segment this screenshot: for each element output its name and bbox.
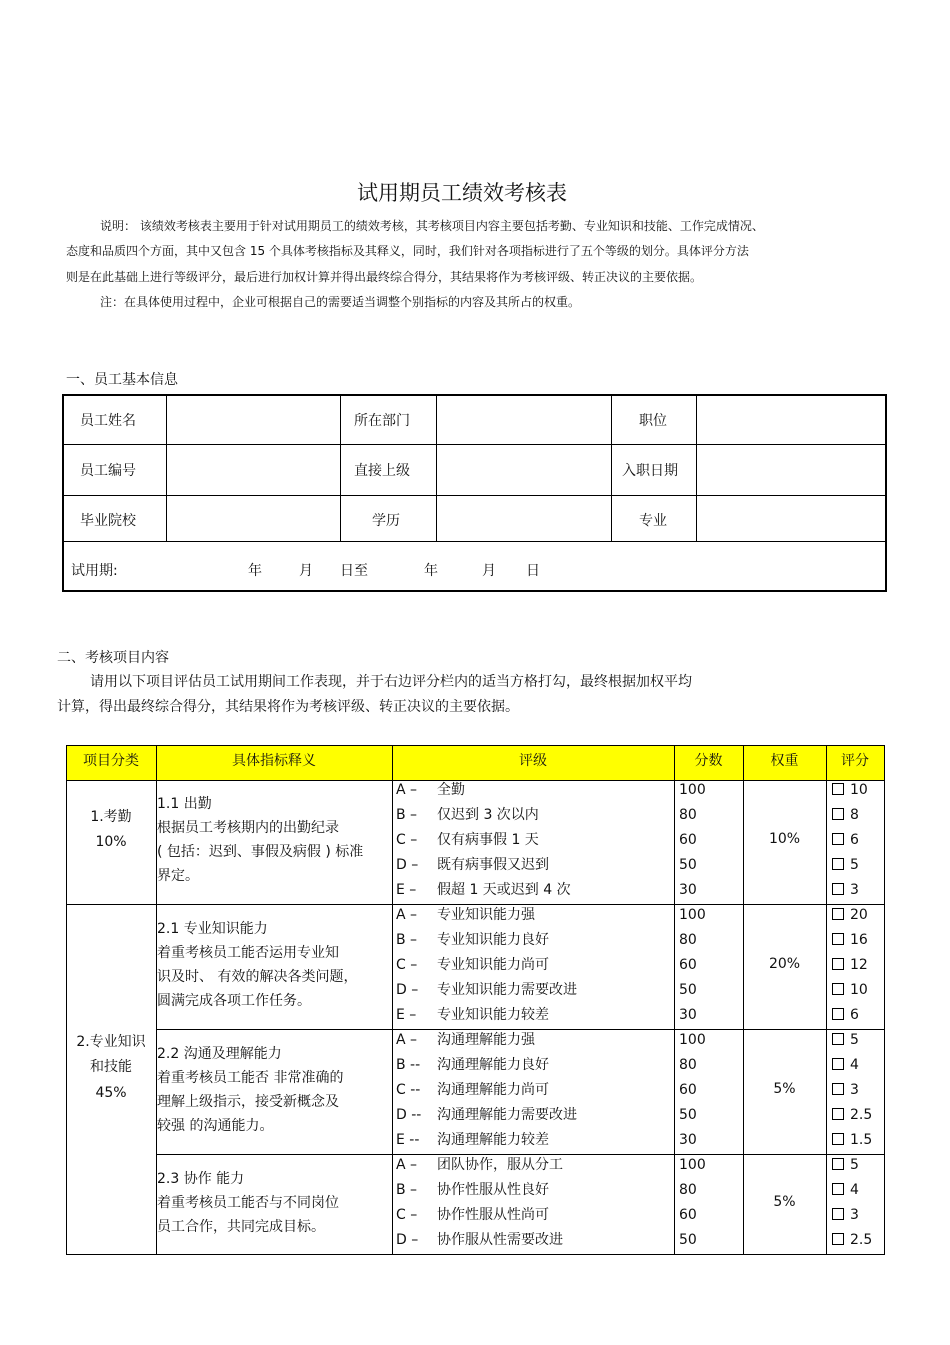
weight-value: 20% <box>768 956 801 972</box>
grade-letter: D -- <box>396 1107 422 1123</box>
indicator-desc-line: 着重考核员工能否 非常准确的 <box>157 1070 344 1086</box>
probation-month-1: 月 <box>299 563 313 579</box>
rating-value: 3 <box>850 882 859 898</box>
rating-value: 12 <box>850 957 868 973</box>
section-2-desc-1: 请用以下项目评估员工试用期间工作表现，并于右边评分栏内的适当方格打勾，最终根据加权平均 <box>90 674 692 690</box>
grade-text: 沟通理解能力尚可 <box>437 1082 549 1098</box>
probation-year-1: 年 <box>248 563 262 579</box>
rating-option[interactable] <box>832 978 868 1003</box>
grade-text: 既有病事假又迟到 <box>437 857 549 873</box>
category-skills-weight: 45% <box>95 1085 127 1101</box>
grade-text: 仅迟到 3 次以内 <box>437 807 539 823</box>
grade-letter: D – <box>396 857 419 873</box>
score-value: 60 <box>679 1207 697 1223</box>
indicator-desc-line: 根据员工考核期内的出勤纪录 <box>157 820 339 836</box>
rating-option[interactable] <box>832 1128 872 1153</box>
grade-text: 全勤 <box>437 782 465 798</box>
category-attendance-weight: 10% <box>95 834 127 850</box>
rating-checkbox[interactable] <box>832 933 844 945</box>
rating-option[interactable] <box>832 878 859 903</box>
rating-checkbox[interactable] <box>832 1033 844 1045</box>
rating-checkbox[interactable] <box>832 1008 844 1020</box>
rating-option[interactable] <box>832 1003 859 1028</box>
intro-line-2: 态度和品质四个方面，其中又包含 15 个具体考核指标及其释义，同时，我们针对各项指标进行了五个等级的划分。具体评分方法 <box>66 244 749 258</box>
rating-value: 20 <box>850 907 868 923</box>
assessment-table <box>66 745 885 1255</box>
score-value: 80 <box>679 932 697 948</box>
rating-checkbox[interactable] <box>832 883 844 895</box>
rating-value: 5 <box>850 1032 859 1048</box>
grade-text: 仅有病事假 1 天 <box>437 832 539 848</box>
probation-year-2: 年 <box>424 563 438 579</box>
rating-value: 2.5 <box>850 1107 873 1123</box>
weight-value: 5% <box>773 1081 796 1097</box>
rating-checkbox[interactable] <box>832 1058 844 1070</box>
indicator-desc-line: 识及时、 有效的解决各类问题， <box>157 969 358 985</box>
grade-text: 团队协作，服从分工 <box>437 1157 563 1173</box>
header-rating: 评分 <box>841 753 869 769</box>
rating-checkbox[interactable] <box>832 1183 844 1195</box>
rating-checkbox[interactable] <box>832 958 844 970</box>
grade-text: 专业知识能力良好 <box>437 932 549 948</box>
rating-option[interactable] <box>832 1228 872 1253</box>
rating-value: 3 <box>850 1082 859 1098</box>
score-value: 50 <box>679 1107 697 1123</box>
grade-letter: B – <box>396 807 418 823</box>
grade-text: 沟通理解能力较差 <box>437 1132 549 1148</box>
score-value: 80 <box>679 807 697 823</box>
indicator-desc-line: 圆满完成各项工作任务。 <box>157 993 311 1009</box>
grade-letter: A – <box>396 1032 418 1048</box>
employee-info-table <box>62 394 887 592</box>
rating-value: 10 <box>850 982 868 998</box>
rating-checkbox[interactable] <box>832 1208 844 1220</box>
grade-text: 协作服从性需要改进 <box>437 1232 563 1248</box>
label-school: 毕业院校 <box>80 513 136 529</box>
intro-line-3: 则是在此基础上进行等级评分，最后进行加权计算并得出最终综合得分，其结果将作为考核评级、转正决议的主要依据。 <box>66 270 703 284</box>
rating-value: 6 <box>850 832 859 848</box>
rating-value: 5 <box>850 857 859 873</box>
grade-letter: E – <box>396 1007 417 1023</box>
grade-text: 协作性服从性尚可 <box>437 1207 549 1223</box>
rating-checkbox[interactable] <box>832 1133 844 1145</box>
label-join-date: 入职日期 <box>622 463 678 479</box>
label-education: 学历 <box>372 513 400 529</box>
rating-checkbox[interactable] <box>832 1108 844 1120</box>
rating-checkbox[interactable] <box>832 1233 844 1245</box>
rating-option[interactable] <box>832 903 868 928</box>
score-value: 60 <box>679 1082 697 1098</box>
score-value: 100 <box>679 907 706 923</box>
grade-letter: C – <box>396 1207 418 1223</box>
grade-letter: D – <box>396 982 419 998</box>
category-skills-name-2: 和技能 <box>90 1059 132 1075</box>
intro-note: 注：在具体使用过程中，企业可根据自己的需要适当调整个别指标的内容及其所占的权重。 <box>100 295 581 309</box>
probation-day-2: 日 <box>526 563 540 579</box>
score-value: 50 <box>679 1232 697 1248</box>
rating-option[interactable] <box>832 853 859 878</box>
score-value: 100 <box>679 1032 706 1048</box>
rating-option[interactable] <box>832 928 868 953</box>
score-value: 50 <box>679 982 697 998</box>
rating-value: 6 <box>850 1007 859 1023</box>
header-score: 分数 <box>694 753 723 769</box>
header-category: 项目分类 <box>83 753 139 769</box>
header-grade: 评级 <box>519 753 547 769</box>
indicator-desc-line: 理解上级指示，接受新概念及 <box>157 1094 339 1110</box>
score-value: 60 <box>679 957 697 973</box>
rating-value: 16 <box>850 932 868 948</box>
score-value: 50 <box>679 857 697 873</box>
rating-option[interactable] <box>832 828 859 853</box>
grade-text: 假超 1 天或迟到 4 次 <box>437 882 571 898</box>
score-value: 100 <box>679 1157 706 1173</box>
grade-text: 专业知识能力较差 <box>437 1007 549 1023</box>
rating-checkbox[interactable] <box>832 1158 844 1170</box>
grade-letter: A – <box>396 782 418 798</box>
rating-option[interactable] <box>832 953 868 978</box>
indicator-desc-line: 员工合作，共同完成目标。 <box>157 1219 325 1235</box>
grade-letter: B -- <box>396 1057 421 1073</box>
rating-checkbox[interactable] <box>832 983 844 995</box>
weight-value: 10% <box>768 831 801 847</box>
rating-option[interactable] <box>832 1078 859 1103</box>
rating-option[interactable] <box>832 1203 859 1228</box>
rating-value: 2.5 <box>850 1232 873 1248</box>
section-1-heading: 一、员工基本信息 <box>66 372 178 388</box>
rating-value: 4 <box>850 1182 859 1198</box>
rating-option[interactable] <box>832 1153 859 1178</box>
rating-checkbox[interactable] <box>832 858 844 870</box>
rating-option[interactable] <box>832 1053 859 1078</box>
rating-checkbox[interactable] <box>832 833 844 845</box>
grade-letter: A – <box>396 907 418 923</box>
rating-value: 4 <box>850 1057 859 1073</box>
grade-text: 沟通理解能力良好 <box>437 1057 549 1073</box>
label-major: 专业 <box>639 513 667 529</box>
score-value: 100 <box>679 782 706 798</box>
rating-checkbox[interactable] <box>832 783 844 795</box>
rating-option[interactable] <box>832 1178 859 1203</box>
section-2-desc-2: 计算，得出最终综合得分，其结果将作为考核评级、转正决议的主要依据。 <box>57 699 519 715</box>
indicator-desc-line: ( 包括：迟到、事假及病假 ) 标准 <box>157 844 364 860</box>
grade-letter: B – <box>396 932 418 948</box>
grade-letter: E -- <box>396 1132 420 1148</box>
rating-option[interactable] <box>832 778 868 803</box>
grade-text: 专业知识能力强 <box>437 907 535 923</box>
grade-letter: C -- <box>396 1082 421 1098</box>
score-value: 30 <box>679 1132 697 1148</box>
score-value: 80 <box>679 1057 697 1073</box>
grade-text: 专业知识能力需要改进 <box>437 982 577 998</box>
label-supervisor: 直接上级 <box>354 463 410 479</box>
page-title: 试用期员工绩效考核表 <box>357 181 567 205</box>
grade-letter: C – <box>396 957 418 973</box>
header-indicator: 具体指标释义 <box>232 753 316 769</box>
rating-option[interactable] <box>832 1028 859 1053</box>
indicator-desc-line: 着重考核员工能否运用专业知 <box>157 945 339 961</box>
category-attendance-name: 1.考勤 <box>90 809 132 825</box>
grade-text: 专业知识能力尚可 <box>437 957 549 973</box>
rating-value: 8 <box>850 807 859 823</box>
weight-value: 5% <box>773 1194 796 1210</box>
grade-text: 沟通理解能力强 <box>437 1032 535 1048</box>
indicator-desc-line: 界定。 <box>157 868 199 884</box>
indicator-desc-line: 着重考核员工能否与不同岗位 <box>157 1195 339 1211</box>
score-value: 60 <box>679 832 697 848</box>
score-value: 80 <box>679 1182 697 1198</box>
rating-checkbox[interactable] <box>832 808 844 820</box>
grade-letter: D – <box>396 1232 419 1248</box>
label-position: 职位 <box>639 413 667 429</box>
probation-day-to: 日至 <box>340 563 368 579</box>
category-skills-name-1: 2.专业知识 <box>76 1034 146 1050</box>
grade-letter: A – <box>396 1157 418 1173</box>
label-employee-id: 员工编号 <box>80 463 136 479</box>
score-value: 30 <box>679 1007 697 1023</box>
label-probation: 试用期: <box>71 563 118 579</box>
probation-month-2: 月 <box>482 563 496 579</box>
grade-letter: B – <box>396 1182 418 1198</box>
rating-value: 5 <box>850 1157 859 1173</box>
label-employee-name: 员工姓名 <box>80 413 136 429</box>
indicator-desc-line: 2.3 协作 能力 <box>157 1171 245 1187</box>
grade-text: 协作性服从性良好 <box>437 1182 549 1198</box>
rating-option[interactable] <box>832 1103 872 1128</box>
score-value: 30 <box>679 882 697 898</box>
rating-checkbox[interactable] <box>832 1083 844 1095</box>
indicator-desc-line: 1.1 出勤 <box>157 796 212 812</box>
intro-line-1: 说明： 该绩效考核表主要用于针对试用期员工的绩效考核，其考核项目内容主要包括考勤、专业知识和技能、工作完成情况、 <box>100 219 764 233</box>
rating-option[interactable] <box>832 803 859 828</box>
rating-value: 3 <box>850 1207 859 1223</box>
rating-value: 10 <box>850 782 868 798</box>
grade-letter: C – <box>396 832 418 848</box>
label-department: 所在部门 <box>354 413 410 429</box>
section-2-heading: 二、考核项目内容 <box>57 650 169 666</box>
header-weight: 权重 <box>770 753 799 769</box>
rating-checkbox[interactable] <box>832 908 844 920</box>
indicator-desc-line: 较强 的沟通能力。 <box>157 1118 274 1134</box>
grade-letter: E – <box>396 882 417 898</box>
indicator-desc-line: 2.2 沟通及理解能力 <box>157 1046 282 1062</box>
indicator-desc-line: 2.1 专业知识能力 <box>157 921 268 937</box>
grade-text: 沟通理解能力需要改进 <box>437 1107 577 1123</box>
rating-value: 1.5 <box>850 1132 873 1148</box>
